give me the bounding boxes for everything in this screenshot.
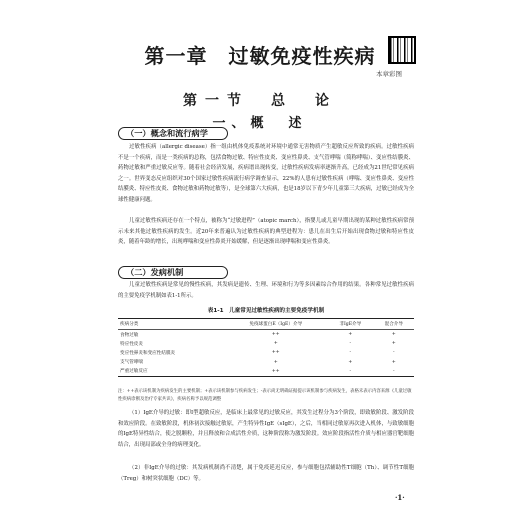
paragraph-pathogenesis: 儿童过敏性疾病是常见的慢性疾病，其发病是遗传、生理、环境和行为等多因素综合作用的结果。各种常见过敏性疾病的主要免疫学机制如表1-1所示。 <box>118 282 414 299</box>
table-cell: + <box>391 332 396 338</box>
table-cell: - <box>349 341 352 347</box>
paragraph-atopic-march: 儿童过敏性疾病还存在一个特点，被称为“过敏进程”（atopic march），指婴儿或儿童早期出现的某种过敏性疾病常预示未来其他过敏性疾病的发生。近20年来普遍认为过敏性疾病的典型进程为：患儿在出生后开始出现食物过敏和特应性皮炎，随着年龄的增长，出现哮喘和变应性鼻炎开始缓解，但是逐渐出现哮喘和变应性鼻炎。 <box>118 218 414 246</box>
table-row <box>118 358 414 367</box>
table-cell: + <box>273 341 278 347</box>
subsection-title: 一、概 述 <box>212 116 308 131</box>
heading-concept-epidemiology: （一）概念和流行病学 <box>118 127 228 140</box>
qr-caption: 本章彩图 <box>376 70 402 78</box>
table-cell: + <box>348 359 353 365</box>
table-cell: 食物过敏 <box>120 332 139 338</box>
table-cell: - <box>393 350 395 356</box>
table-cell: + <box>391 341 396 347</box>
table-footnote: 注：++表示该机制为疾病发生的主要机制；+表示该机制参与疾病发生；-表示尚无明确证据提示该机制参与疾病发生，表格未表示内容来源《儿童过敏性疾病诊断及治疗专家共识》，疾病名称予以规范调整 <box>118 389 412 402</box>
table-cell: ++ <box>225 367 327 377</box>
table-row <box>118 367 414 377</box>
paragraph-non-ige-mediated: （2）非IgE介导的过敏：其发病机制尚不清楚，属于免疫延迟反应，参与细胞包括辅助性T细胞（Th）、调节性T细胞（Treg）和树突状细胞（DC）等。 <box>118 465 414 482</box>
table-row <box>118 330 414 340</box>
table-row <box>118 339 414 348</box>
table-row <box>118 348 414 357</box>
table-cell: - <box>327 367 374 377</box>
heading-pathogenesis: （二）发病机制 <box>118 266 228 279</box>
table-cell: 严重过敏反应 <box>118 367 225 377</box>
chapter-title: 第一章 过敏免疫性疾病 <box>144 44 376 68</box>
immunology-mechanism-table <box>118 318 414 377</box>
table-cell: + <box>348 332 353 338</box>
table-cell: + <box>391 359 396 365</box>
qr-code-icon[interactable] <box>388 36 416 64</box>
table-cell: 特应性皮炎 <box>120 341 143 347</box>
table-header: 非IgE介导 <box>327 319 374 330</box>
table-cell: 变应性鼻炎和变应性结膜炎 <box>120 350 176 356</box>
table-header: 免疫球蛋白E（IgE）介导 <box>225 319 327 330</box>
table-cell: 支气管哮喘 <box>120 360 143 366</box>
paragraph-ige-mediated: （1）IgE介导的过敏：即Ⅰ型超敏反应，是临床上最常见的过敏反应，其发生过程分为3个阶段，即致敏阶段、激发阶段和效应阶段。在致敏阶段，机体初次接触过敏原，产生特异性IgE（sIgE），之后，当相同过敏原再次进入机体，与致敏细胞的IgE特异性结合，使之脱颗粒，并且释放和合成活性介质，这种阶段称为激发阶段。效应阶段指活性介质与相应器官靶细胞结合，出现局部或全身的病理变化。 <box>118 410 414 448</box>
table-caption: 表1-1 儿童常见过敏性疾病的主要免疫学机制 <box>207 308 325 314</box>
table-header-row <box>118 319 414 330</box>
page-number: ·1· <box>395 493 405 502</box>
paragraph-definition: 过敏性疾病（allergic disease）指一组由机体免疫系统对环境中通常无害物质产生超敏反应所致的疾病。过敏性疾病不是一个疾病，而是一类疾病的总称，包括食物过敏、特应性皮炎、变应性鼻炎、支气管哮喘（简称哮喘）、变应性结膜炎、药物过敏和严重过敏反应等。随着社会经济发展，疾病谱出现转变，过敏性疾病发病率逐渐升高，已经成为21世纪常见疾病之一。世界变态反应组织对30个国家过敏性疾病流行病学调查显示，22%的人患有过敏性疾病（哮喘、变应性鼻炎、变应性结膜炎、特应性皮炎、食物过敏和药物过敏等），是全球第六大疾病，也是18岁以下青少年儿童第三大疾病，过敏已经成为全球性健康问题。 <box>118 144 414 203</box>
table-cell: - <box>349 350 352 356</box>
section-title: 第一节 总 论 <box>183 93 337 109</box>
table-cell: + <box>273 359 278 365</box>
table-header: 疾病分类 <box>118 319 225 330</box>
table-cell: ++ <box>271 350 280 356</box>
table-cell: - <box>374 367 414 377</box>
table-header: 混合介导 <box>374 319 414 330</box>
table-cell: ++ <box>271 332 280 338</box>
